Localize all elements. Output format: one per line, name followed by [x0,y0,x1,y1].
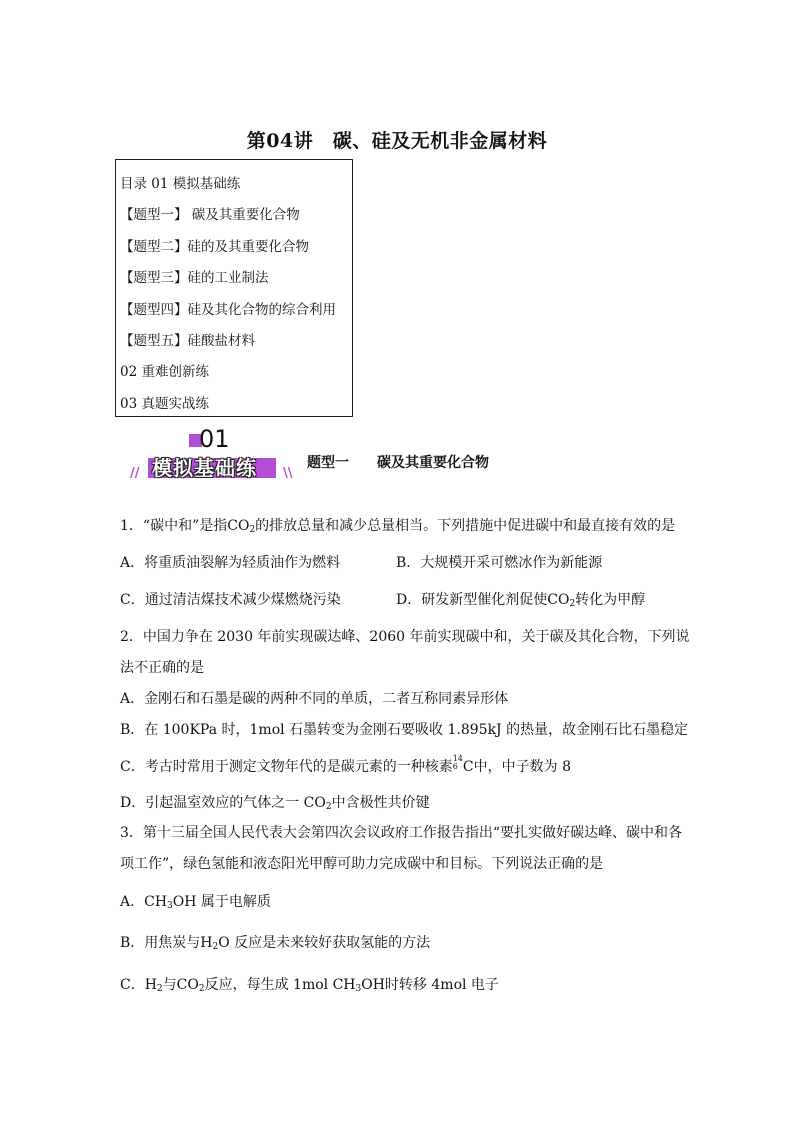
section-label: 模拟基础练 [152,456,257,480]
question-1-option-b: B．大规模开采可燃冰作为新能源 [396,555,603,571]
toc-item: 【题型四】硅及其化合物的综合利用 [120,301,336,318]
question-3-option-c: C．$H_2$与$CO_2$反应，每生成 1mol $CH_3OH$时转移 4mol 电子 [120,977,499,994]
question-3-stem-line-2: 项工作”，绿色氢能和液态阳光甲醇可助力完成碳中和目标。下列说法正确的是 [120,856,604,872]
section-number: 01 [199,425,230,453]
question-1-option-d: D．研发新型催化剂促使$CO_2$转化为甲醇 [396,592,646,609]
isotope-notation: 14 6 [452,754,463,771]
question-3-option-b: B．用焦炭与$H_2O$ 反应是未来较好获取氢能的方法 [120,935,431,952]
question-3-option-a: A．$CH_3OH$ 属于电解质 [120,894,271,911]
question-2-stem-line-1: 2．中国力争在 2030 年前实现碳达峰、2060 年前实现碳中和，关于碳及其化合物，下列说 [120,629,690,645]
question-1-stem: 1．“碳中和”是指$CO_2$的排放总量和减少总量相当。下列措施中促进碳中和最直接有效的是 [120,518,676,535]
question-2-stem-line-2: 法不正确的是 [120,660,204,676]
toc-item: 目录 01 模拟基础练 [120,176,241,192]
toc-item: 03 真题实战练 [120,395,209,412]
toc-item: 【题型一】 碳及其重要化合物 [120,207,300,224]
page-title: 第04讲 碳、硅及无机非金属材料 [246,130,548,152]
toc-item: 02 重难创新练 [120,364,209,381]
table-of-contents [115,159,353,417]
question-2-option-a: A．金刚石和石墨是碳的两种不同的单质，二者互称同素异形体 [120,691,509,707]
question-3-stem-line-1: 3．第十三届全国人民代表大会第四次会议政府工作报告指出“要扎实做好碳达峰、碳中和各 [120,825,683,841]
toc-item: 【题型三】硅的工业制法 [120,270,269,287]
question-2-option-d: D．引起温室效应的气体之一 $CO_2$中含极性共价键 [120,795,430,812]
question-1-option-a: A．将重质油裂解为轻质油作为燃料 [120,555,341,571]
slash-decoration-right: \\ [283,466,293,481]
toc-item: 【题型五】硅酸盐材料 [120,333,255,350]
question-1-option-c: C．通过清洁煤技术减少煤燃烧污染 [120,592,341,608]
question-type-heading: 题型一 碳及其重要化合物 [307,455,489,471]
question-2-option-c: C．考古时常用于测定文物年代的是碳元素的一种核素14 6 C中，中子数为 8 [120,754,571,775]
toc-item: 【题型二】硅的及其重要化合物 [120,238,309,255]
section-badge [130,426,295,486]
question-2-option-b: B．在 100KPa 时，1mol 石墨转变为金刚石要吸收 1.895kJ 的热量，故金刚石比石墨稳定 [120,722,689,738]
slash-decoration-left: // [130,466,140,481]
